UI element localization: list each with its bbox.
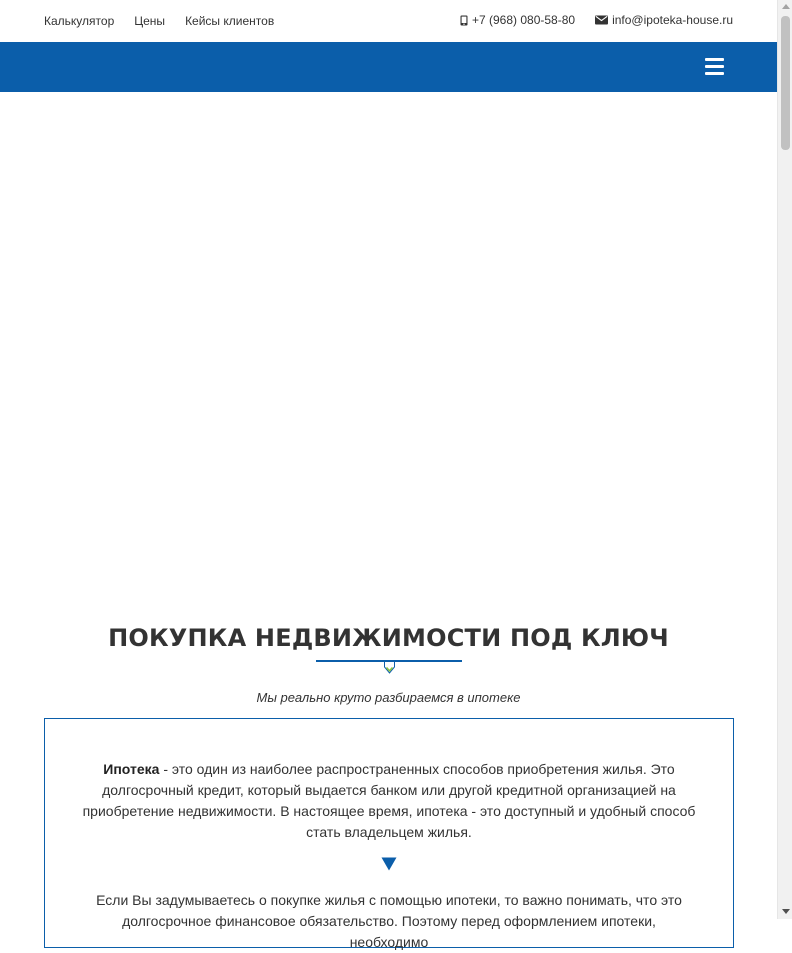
hamburger-line xyxy=(705,65,724,68)
phone-contact[interactable] xyxy=(460,13,575,27)
mobile-phone-icon xyxy=(460,15,468,26)
divider-badge-icon xyxy=(384,661,395,674)
email-address[interactable]: info@ipoteka-house.ru xyxy=(612,13,733,27)
scroll-up-arrow-icon[interactable] xyxy=(782,4,790,9)
scrollbar-thumb[interactable] xyxy=(781,16,790,150)
down-triangle-icon xyxy=(381,857,397,871)
hamburger-menu-icon[interactable] xyxy=(705,58,724,75)
vertical-scrollbar[interactable] xyxy=(777,0,792,919)
content-box xyxy=(44,718,734,948)
nav-link-client-cases[interactable]: Кейсы клиентов xyxy=(185,14,275,28)
mortgage-intro-paragraph xyxy=(81,759,697,843)
email-contact[interactable] xyxy=(595,13,733,27)
hamburger-line xyxy=(705,58,724,61)
top-nav xyxy=(44,14,274,28)
phone-number[interactable]: +7 (968) 080-58-80 xyxy=(472,13,576,27)
section-title: ПОКУПКА НЕДВИЖИМОСТИ ПОД КЛЮЧ xyxy=(108,624,669,652)
contacts xyxy=(460,13,733,27)
nav-link-prices[interactable]: Цены xyxy=(134,14,166,28)
section-subtitle: Мы реально круто разбираемся в ипотеке xyxy=(256,690,521,705)
mortgage-term: Ипотека xyxy=(103,761,160,777)
top-bar xyxy=(0,0,777,42)
envelope-icon xyxy=(595,15,608,25)
hamburger-line xyxy=(705,72,724,75)
mortgage-advice-paragraph: Если Вы задумываетесь о покупке жилья с помощью ипотеки, то важно понимать, что это долгосрочное финансовое обязательство. Поэтому перед оформлением ипотеки, необходимо xyxy=(96,892,682,950)
mortgage-intro-text: - это один из наиболее распространенных способов приобретения жилья. Это долгосрочный кредит, который выдается банком или другой кредитной организацией на приобретение недвижимости. В настоящее время, ипотека - это доступный и удобный способ стать владельцем жилья. xyxy=(82,761,696,840)
hero-area xyxy=(0,92,777,612)
scroll-down-arrow-icon[interactable] xyxy=(782,909,790,914)
main-header xyxy=(0,42,777,92)
nav-link-calculator[interactable]: Калькулятор xyxy=(44,14,115,28)
